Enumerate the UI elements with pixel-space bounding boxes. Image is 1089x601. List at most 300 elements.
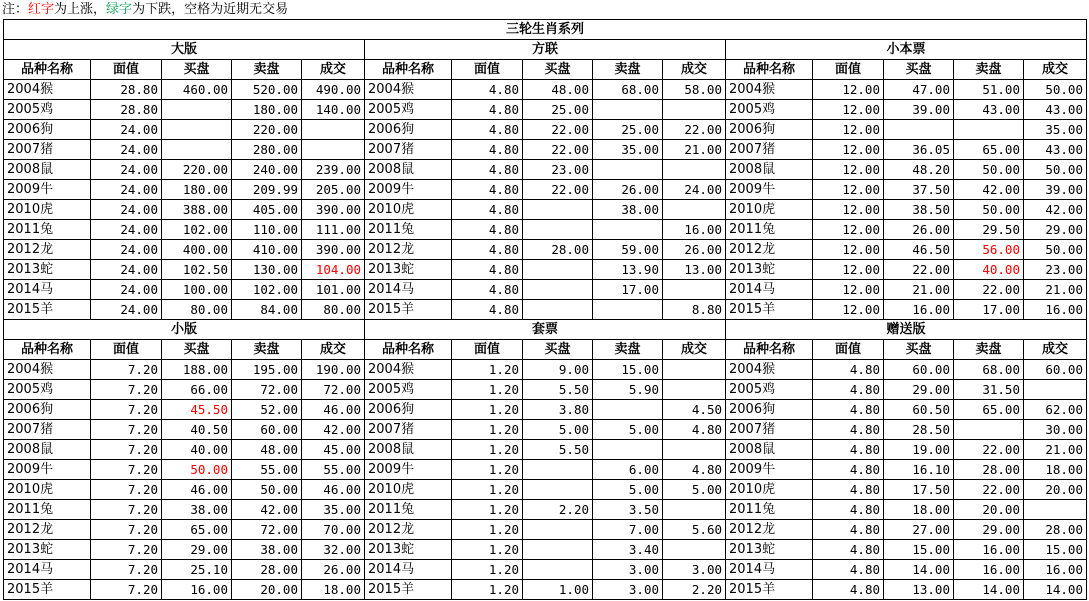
face-price-cell: 12.00 — [813, 220, 884, 240]
section-title-zengsongban: 赠送版 — [726, 320, 1087, 340]
column-header: 面值 — [813, 60, 884, 80]
deal-price-cell: 490.00 — [302, 80, 365, 100]
deal-price-cell: 26.00 — [663, 240, 726, 260]
ask-price-cell: 43.00 — [954, 100, 1024, 120]
table-row — [4, 80, 1087, 100]
issue-name-cell: 2013蛇 — [4, 260, 91, 280]
deal-price-cell: 16.00 — [663, 220, 726, 240]
bid-price-cell: 22.00 — [523, 180, 593, 200]
issue-name-cell: 2013蛇 — [365, 260, 452, 280]
face-price-cell: 1.20 — [452, 500, 523, 520]
face-price-cell: 1.20 — [452, 520, 523, 540]
deal-price-cell: 16.00 — [1024, 300, 1087, 320]
issue-name-cell: 2011兔 — [365, 500, 452, 520]
issue-name-cell: 2007猪 — [726, 140, 813, 160]
issue-name-cell: 2014马 — [726, 280, 813, 300]
face-price-cell: 4.80 — [813, 560, 884, 580]
issue-name-cell: 2012龙 — [365, 520, 452, 540]
deal-price-cell: 15.00 — [1024, 540, 1087, 560]
ask-price-cell: 240.00 — [232, 160, 302, 180]
issue-name-cell: 2012龙 — [365, 240, 452, 260]
column-header: 买盘 — [884, 340, 954, 360]
face-price-cell: 1.20 — [452, 580, 523, 600]
face-price-cell: 4.80 — [452, 180, 523, 200]
ask-price-cell: 31.50 — [954, 380, 1024, 400]
bid-price-cell: 40.00 — [162, 440, 232, 460]
face-price-cell: 12.00 — [813, 300, 884, 320]
table-row — [4, 360, 1087, 380]
column-header: 面值 — [452, 340, 523, 360]
issue-name-cell: 2004猴 — [365, 80, 452, 100]
deal-price-cell: 22.00 — [663, 120, 726, 140]
column-header: 面值 — [91, 340, 162, 360]
column-header: 成交 — [663, 60, 726, 80]
deal-price-cell: 62.00 — [1024, 400, 1087, 420]
face-price-cell: 24.00 — [91, 240, 162, 260]
ask-price-cell: 220.00 — [232, 120, 302, 140]
table-row — [4, 140, 1087, 160]
deal-price-cell: 3.00 — [663, 560, 726, 580]
ask-price-cell: 40.00 — [954, 260, 1024, 280]
face-price-cell: 1.20 — [452, 540, 523, 560]
ask-price-cell: 3.40 — [593, 540, 663, 560]
column-header: 买盘 — [523, 340, 593, 360]
table-row — [4, 500, 1087, 520]
deal-price-cell: 58.00 — [663, 80, 726, 100]
face-price-cell: 4.80 — [452, 120, 523, 140]
ask-price-cell: 65.00 — [954, 400, 1024, 420]
issue-name-cell: 2011兔 — [726, 220, 813, 240]
deal-price-cell — [663, 100, 726, 120]
deal-price-cell: 4.80 — [663, 460, 726, 480]
ask-price-cell: 3.50 — [593, 500, 663, 520]
deal-price-cell — [663, 440, 726, 460]
deal-price-cell: 104.00 — [302, 260, 365, 280]
face-price-cell: 12.00 — [813, 160, 884, 180]
ask-price-cell: 110.00 — [232, 220, 302, 240]
deal-price-cell: 23.00 — [1024, 260, 1087, 280]
face-price-cell: 4.80 — [452, 240, 523, 260]
deal-price-cell — [663, 500, 726, 520]
face-price-cell: 12.00 — [813, 240, 884, 260]
deal-price-cell: 50.00 — [1024, 160, 1087, 180]
ask-price-cell: 14.00 — [954, 580, 1024, 600]
table-title: 三轮生肖系列 — [4, 20, 1087, 40]
face-price-cell: 7.20 — [91, 480, 162, 500]
bid-price-cell — [523, 280, 593, 300]
ask-price-cell — [593, 100, 663, 120]
bid-price-cell: 66.00 — [162, 380, 232, 400]
issue-name-cell: 2006狗 — [365, 400, 452, 420]
ask-price-cell: 55.00 — [232, 460, 302, 480]
deal-price-cell — [663, 540, 726, 560]
face-price-cell: 7.20 — [91, 440, 162, 460]
issue-name-cell: 2013蛇 — [365, 540, 452, 560]
table-row — [4, 280, 1087, 300]
price-table — [3, 19, 1087, 600]
deal-price-cell: 18.00 — [302, 580, 365, 600]
deal-price-cell: 46.00 — [302, 480, 365, 500]
bid-price-cell: 5.00 — [523, 420, 593, 440]
bid-price-cell: 9.00 — [523, 360, 593, 380]
ask-price-cell: 68.00 — [954, 360, 1024, 380]
table-row — [4, 460, 1087, 480]
ask-price-cell: 72.00 — [232, 520, 302, 540]
bid-price-cell: 36.05 — [884, 140, 954, 160]
note-green-word: 绿字 — [106, 2, 133, 17]
issue-name-cell: 2008鼠 — [726, 160, 813, 180]
bid-price-cell: 14.00 — [884, 560, 954, 580]
face-price-cell: 4.80 — [813, 360, 884, 380]
column-header: 品种名称 — [365, 340, 452, 360]
bid-price-cell: 1.00 — [523, 580, 593, 600]
face-price-cell: 7.20 — [91, 540, 162, 560]
issue-name-cell: 2007猪 — [726, 420, 813, 440]
table-row — [4, 100, 1087, 120]
bid-price-cell — [523, 260, 593, 280]
bid-price-cell: 5.50 — [523, 380, 593, 400]
table-row — [4, 260, 1087, 280]
ask-price-cell: 22.00 — [954, 280, 1024, 300]
table-row — [4, 480, 1087, 500]
deal-price-cell: 390.00 — [302, 240, 365, 260]
face-price-cell: 12.00 — [813, 200, 884, 220]
ask-price-cell — [593, 400, 663, 420]
issue-name-cell: 2015羊 — [726, 580, 813, 600]
issue-name-cell: 2004猴 — [4, 360, 91, 380]
face-price-cell: 4.80 — [813, 520, 884, 540]
ask-price-cell — [593, 300, 663, 320]
bid-price-cell: 16.10 — [884, 460, 954, 480]
issue-name-cell: 2015羊 — [726, 300, 813, 320]
column-header: 品种名称 — [4, 60, 91, 80]
deal-price-cell: 70.00 — [302, 520, 365, 540]
ask-price-cell: 13.90 — [593, 260, 663, 280]
face-price-cell: 12.00 — [813, 140, 884, 160]
bid-price-cell: 46.00 — [162, 480, 232, 500]
table-row — [4, 380, 1087, 400]
deal-price-cell: 21.00 — [1024, 440, 1087, 460]
column-header: 卖盘 — [593, 340, 663, 360]
column-header: 买盘 — [884, 60, 954, 80]
face-price-cell: 24.00 — [91, 220, 162, 240]
ask-price-cell: 38.00 — [593, 200, 663, 220]
ask-price-cell — [593, 160, 663, 180]
column-header: 卖盘 — [593, 60, 663, 80]
deal-price-cell: 30.00 — [1024, 420, 1087, 440]
ask-price-cell: 17.00 — [954, 300, 1024, 320]
face-price-cell: 24.00 — [91, 120, 162, 140]
ask-price-cell: 42.00 — [954, 180, 1024, 200]
deal-price-cell: 390.00 — [302, 200, 365, 220]
face-price-cell: 7.20 — [91, 420, 162, 440]
deal-price-cell: 20.00 — [1024, 480, 1087, 500]
issue-name-cell: 2005鸡 — [4, 100, 91, 120]
ask-price-cell: 20.00 — [954, 500, 1024, 520]
ask-price-cell: 26.00 — [593, 180, 663, 200]
column-header: 成交 — [302, 60, 365, 80]
bid-price-cell: 80.00 — [162, 300, 232, 320]
column-header: 卖盘 — [954, 340, 1024, 360]
column-header: 成交 — [1024, 60, 1087, 80]
deal-price-cell — [302, 140, 365, 160]
title-row — [4, 20, 1087, 40]
deal-price-cell: 35.00 — [302, 500, 365, 520]
ask-price-cell: 50.00 — [954, 160, 1024, 180]
deal-price-cell: 14.00 — [1024, 580, 1087, 600]
face-price-cell: 12.00 — [813, 100, 884, 120]
issue-name-cell: 2010虎 — [365, 200, 452, 220]
bid-price-cell — [523, 200, 593, 220]
bid-price-cell: 2.20 — [523, 500, 593, 520]
column-header-row — [4, 60, 1087, 80]
note-red-word: 红字 — [28, 2, 55, 17]
deal-price-cell: 24.00 — [663, 180, 726, 200]
issue-name-cell: 2004猴 — [726, 80, 813, 100]
bid-price-cell — [523, 300, 593, 320]
section-title-xiaobenpiao: 小本票 — [726, 40, 1087, 60]
bid-price-cell — [523, 480, 593, 500]
bid-price-cell: 460.00 — [162, 80, 232, 100]
issue-name-cell: 2011兔 — [365, 220, 452, 240]
ask-price-cell: 209.99 — [232, 180, 302, 200]
bid-price-cell: 17.50 — [884, 480, 954, 500]
issue-name-cell: 2009牛 — [365, 180, 452, 200]
bid-price-cell: 19.00 — [884, 440, 954, 460]
bid-price-cell — [523, 540, 593, 560]
note-suffix: 为下跌，空格为近期无交易 — [132, 2, 289, 17]
issue-name-cell: 2010虎 — [4, 480, 91, 500]
column-header: 买盘 — [523, 60, 593, 80]
ask-price-cell: 3.00 — [593, 580, 663, 600]
bid-price-cell — [523, 460, 593, 480]
issue-name-cell: 2014马 — [365, 280, 452, 300]
bid-price-cell: 25.00 — [523, 100, 593, 120]
issue-name-cell: 2011兔 — [4, 220, 91, 240]
bid-price-cell: 102.50 — [162, 260, 232, 280]
face-price-cell: 4.80 — [452, 140, 523, 160]
column-header: 品种名称 — [365, 60, 452, 80]
deal-price-cell — [663, 380, 726, 400]
bid-price-cell: 65.00 — [162, 520, 232, 540]
bid-price-cell: 18.00 — [884, 500, 954, 520]
table-row — [4, 440, 1087, 460]
face-price-cell: 4.80 — [452, 80, 523, 100]
ask-price-cell: 15.00 — [593, 360, 663, 380]
issue-name-cell: 2007猪 — [4, 420, 91, 440]
face-price-cell: 7.20 — [91, 380, 162, 400]
ask-price-cell: 59.00 — [593, 240, 663, 260]
ask-price-cell: 16.00 — [954, 560, 1024, 580]
face-price-cell: 28.80 — [91, 80, 162, 100]
issue-name-cell: 2009牛 — [365, 460, 452, 480]
section-title-fanglian: 方联 — [365, 40, 726, 60]
deal-price-cell: 239.00 — [302, 160, 365, 180]
face-price-cell: 4.80 — [452, 100, 523, 120]
legend-note — [2, 1, 288, 19]
ask-price-cell: 20.00 — [232, 580, 302, 600]
bid-price-cell: 40.50 — [162, 420, 232, 440]
ask-price-cell: 42.00 — [232, 500, 302, 520]
bid-price-cell: 48.00 — [523, 80, 593, 100]
ask-price-cell: 50.00 — [232, 480, 302, 500]
bid-price-cell: 100.00 — [162, 280, 232, 300]
note-prefix: 注： — [2, 2, 29, 17]
issue-name-cell: 2009牛 — [4, 180, 91, 200]
issue-name-cell: 2008鼠 — [365, 160, 452, 180]
ask-price-cell: 29.50 — [954, 220, 1024, 240]
issue-name-cell: 2015羊 — [365, 580, 452, 600]
bid-price-cell: 28.50 — [884, 420, 954, 440]
deal-price-cell: 39.00 — [1024, 180, 1087, 200]
table-row — [4, 120, 1087, 140]
bid-price-cell: 60.50 — [884, 400, 954, 420]
issue-name-cell: 2007猪 — [4, 140, 91, 160]
table-row — [4, 220, 1087, 240]
bid-price-cell: 15.00 — [884, 540, 954, 560]
ask-price-cell: 72.00 — [232, 380, 302, 400]
ask-price-cell: 3.00 — [593, 560, 663, 580]
bid-price-cell: 388.00 — [162, 200, 232, 220]
section-title-row — [4, 320, 1087, 340]
deal-price-cell: 55.00 — [302, 460, 365, 480]
face-price-cell: 1.20 — [452, 360, 523, 380]
bid-price-cell: 46.50 — [884, 240, 954, 260]
bid-price-cell: 5.50 — [523, 440, 593, 460]
ask-price-cell: 6.00 — [593, 460, 663, 480]
bid-price-cell — [523, 520, 593, 540]
face-price-cell: 1.20 — [452, 480, 523, 500]
deal-price-cell: 72.00 — [302, 380, 365, 400]
deal-price-cell: 111.00 — [302, 220, 365, 240]
ask-price-cell: 5.90 — [593, 380, 663, 400]
issue-name-cell: 2010虎 — [726, 200, 813, 220]
bid-price-cell: 180.00 — [162, 180, 232, 200]
bid-price-cell: 37.50 — [884, 180, 954, 200]
issue-name-cell: 2004猴 — [4, 80, 91, 100]
ask-price-cell: 17.00 — [593, 280, 663, 300]
ask-price-cell: 22.00 — [954, 480, 1024, 500]
bid-price-cell — [162, 100, 232, 120]
bid-price-cell: 16.00 — [162, 580, 232, 600]
table-row — [4, 400, 1087, 420]
issue-name-cell: 2012龙 — [4, 240, 91, 260]
issue-name-cell: 2005鸡 — [365, 100, 452, 120]
bid-price-cell: 47.00 — [884, 80, 954, 100]
bid-price-cell: 220.00 — [162, 160, 232, 180]
ask-price-cell: 29.00 — [954, 520, 1024, 540]
ask-price-cell: 180.00 — [232, 100, 302, 120]
face-price-cell: 4.80 — [813, 480, 884, 500]
deal-price-cell — [1024, 380, 1087, 400]
bid-price-cell: 50.00 — [162, 460, 232, 480]
face-price-cell: 24.00 — [91, 300, 162, 320]
ask-price-cell: 520.00 — [232, 80, 302, 100]
ask-price-cell: 52.00 — [232, 400, 302, 420]
table-row — [4, 560, 1087, 580]
deal-price-cell: 2.20 — [663, 580, 726, 600]
deal-price-cell: 4.50 — [663, 400, 726, 420]
issue-name-cell: 2014马 — [4, 560, 91, 580]
ask-price-cell — [593, 220, 663, 240]
face-price-cell: 7.20 — [91, 520, 162, 540]
face-price-cell: 1.20 — [452, 400, 523, 420]
face-price-cell: 4.80 — [813, 540, 884, 560]
table-row — [4, 520, 1087, 540]
column-header: 面值 — [452, 60, 523, 80]
face-price-cell: 4.80 — [452, 160, 523, 180]
table-row — [4, 420, 1087, 440]
issue-name-cell: 2007猪 — [365, 140, 452, 160]
deal-price-cell — [663, 160, 726, 180]
issue-name-cell: 2008鼠 — [4, 160, 91, 180]
face-price-cell: 7.20 — [91, 560, 162, 580]
face-price-cell: 24.00 — [91, 260, 162, 280]
column-header: 成交 — [302, 340, 365, 360]
issue-name-cell: 2015羊 — [4, 580, 91, 600]
issue-name-cell: 2004猴 — [726, 360, 813, 380]
issue-name-cell: 2012龙 — [4, 520, 91, 540]
bid-price-cell: 45.50 — [162, 400, 232, 420]
deal-price-cell: 35.00 — [1024, 120, 1087, 140]
column-header: 成交 — [663, 340, 726, 360]
deal-price-cell: 101.00 — [302, 280, 365, 300]
issue-name-cell: 2012龙 — [726, 240, 813, 260]
deal-price-cell: 26.00 — [302, 560, 365, 580]
ask-price-cell: 16.00 — [954, 540, 1024, 560]
issue-name-cell: 2010虎 — [365, 480, 452, 500]
issue-name-cell: 2008鼠 — [4, 440, 91, 460]
face-price-cell: 7.20 — [91, 580, 162, 600]
bid-price-cell: 23.00 — [523, 160, 593, 180]
column-header-row — [4, 340, 1087, 360]
ask-price-cell: 60.00 — [232, 420, 302, 440]
face-price-cell: 24.00 — [91, 180, 162, 200]
table-row — [4, 300, 1087, 320]
column-header: 卖盘 — [232, 340, 302, 360]
ask-price-cell: 28.00 — [232, 560, 302, 580]
face-price-cell: 4.80 — [452, 260, 523, 280]
bid-price-cell: 28.00 — [523, 240, 593, 260]
bid-price-cell: 13.00 — [884, 580, 954, 600]
issue-name-cell: 2005鸡 — [4, 380, 91, 400]
issue-name-cell: 2009牛 — [4, 460, 91, 480]
ask-price-cell: 130.00 — [232, 260, 302, 280]
ask-price-cell: 50.00 — [954, 200, 1024, 220]
column-header: 品种名称 — [726, 340, 813, 360]
issue-name-cell: 2015羊 — [4, 300, 91, 320]
deal-price-cell: 21.00 — [1024, 280, 1087, 300]
issue-name-cell: 2014马 — [365, 560, 452, 580]
face-price-cell: 7.20 — [91, 400, 162, 420]
face-price-cell: 24.00 — [91, 200, 162, 220]
issue-name-cell: 2014马 — [4, 280, 91, 300]
table-row — [4, 240, 1087, 260]
deal-price-cell: 13.00 — [663, 260, 726, 280]
face-price-cell: 4.80 — [813, 380, 884, 400]
face-price-cell: 12.00 — [813, 120, 884, 140]
issue-name-cell: 2013蛇 — [726, 540, 813, 560]
bid-price-cell: 22.00 — [523, 120, 593, 140]
issue-name-cell: 2009牛 — [726, 180, 813, 200]
section-title-dabanl: 大版 — [4, 40, 365, 60]
ask-price-cell — [954, 420, 1024, 440]
column-header: 卖盘 — [232, 60, 302, 80]
face-price-cell: 1.20 — [452, 380, 523, 400]
issue-name-cell: 2015羊 — [365, 300, 452, 320]
bid-price-cell: 188.00 — [162, 360, 232, 380]
ask-price-cell: 280.00 — [232, 140, 302, 160]
